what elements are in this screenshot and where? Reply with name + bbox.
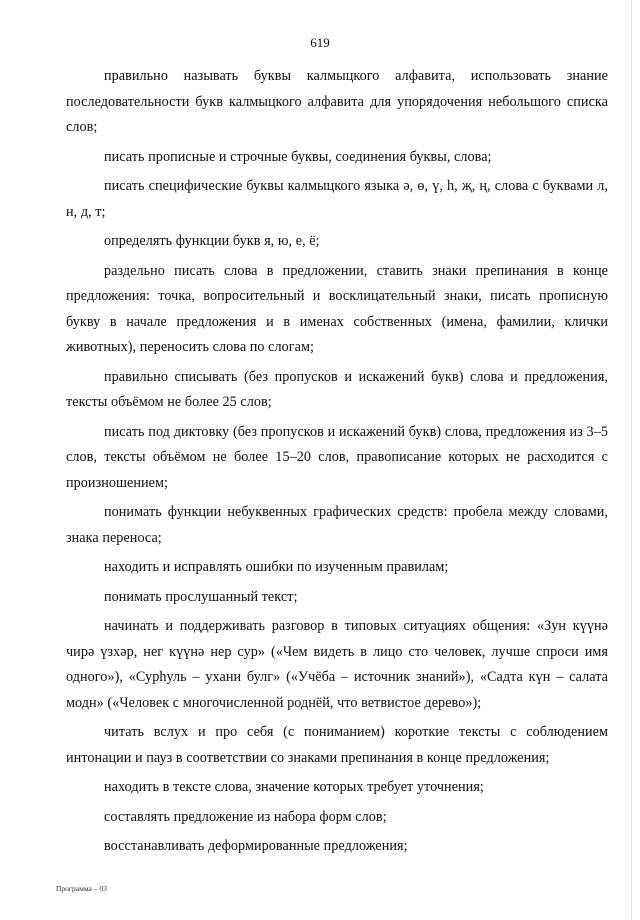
paragraph-13: находить в тексте слова, значение которых требует уточнения; bbox=[104, 779, 484, 795]
document-body bbox=[66, 64, 608, 864]
paragraph-8: понимать функции небуквенных графических средств: пробела между словами, знака переноса; bbox=[66, 504, 608, 546]
paragraph-9: находить и исправлять ошибки по изученным правилам; bbox=[104, 559, 449, 575]
paragraph-14: составлять предложение из набора форм слов; bbox=[104, 808, 387, 825]
paragraph-15: восстанавливать деформированные предложения; bbox=[104, 838, 408, 854]
paragraph-4: определять функции букв я, ю, е, ё; bbox=[104, 233, 320, 249]
paragraph-7: писать под диктовку (без пропусков и искажений букв) слова, предложения из 3–5 слов, тексты объёмом не более 15–20 слов, правописание которых не расходится с произношением; bbox=[66, 423, 608, 491]
paragraph-10: понимать прослушанный текст; bbox=[104, 588, 298, 605]
paragraph-6: правильно списывать (без пропусков и искажений букв) слова и предложения, тексты объёмом не более 25 слов; bbox=[66, 368, 608, 410]
paragraph-3: писать специфические буквы калмыцкого языка ә, ө, ү, һ, җ, ң, слова с буквами л, н, д, т; bbox=[66, 178, 608, 220]
page-footer: Программа – 03 bbox=[56, 884, 107, 893]
paragraph-5: раздельно писать слова в предложении, ставить знаки препинания в конце предложения: точка, вопросительный и восклицательный знаки, писать прописную букву в начале предложения и в именах собственных (имена, фамилии, клички животных), переносить слова по слогам; bbox=[66, 262, 608, 355]
paragraph-11: начинать и поддерживать разговор в типовых ситуациях общения: «Зун күүнә чирә үзхәр, нег күүнә нер сур» («Чем видеть в лицо сто человек, лучше спроси имя одного»), «Сурһуль – ухани булг» («Учёба – источник знаний»), «Садта күн – салата модн» («Человек с многочисленной роднёй, что ветвистое дерево»); bbox=[66, 618, 608, 711]
paragraph-12: читать вслух и про себя (с пониманием) короткие тексты с соблюдением интонации и пауз в соответствии со знаками препинания в конце предложения; bbox=[66, 724, 608, 766]
paragraph-2: писать прописные и строчные буквы, соединения буквы, слова; bbox=[104, 148, 492, 165]
scan-edge-line bbox=[631, 0, 632, 920]
paragraph-1: правильно называть буквы калмыцкого алфавита, использовать знание последовательности букв калмыцкого алфавита для упорядочения небольшого списка слов; bbox=[66, 68, 608, 135]
page-number: 619 bbox=[310, 35, 330, 50]
